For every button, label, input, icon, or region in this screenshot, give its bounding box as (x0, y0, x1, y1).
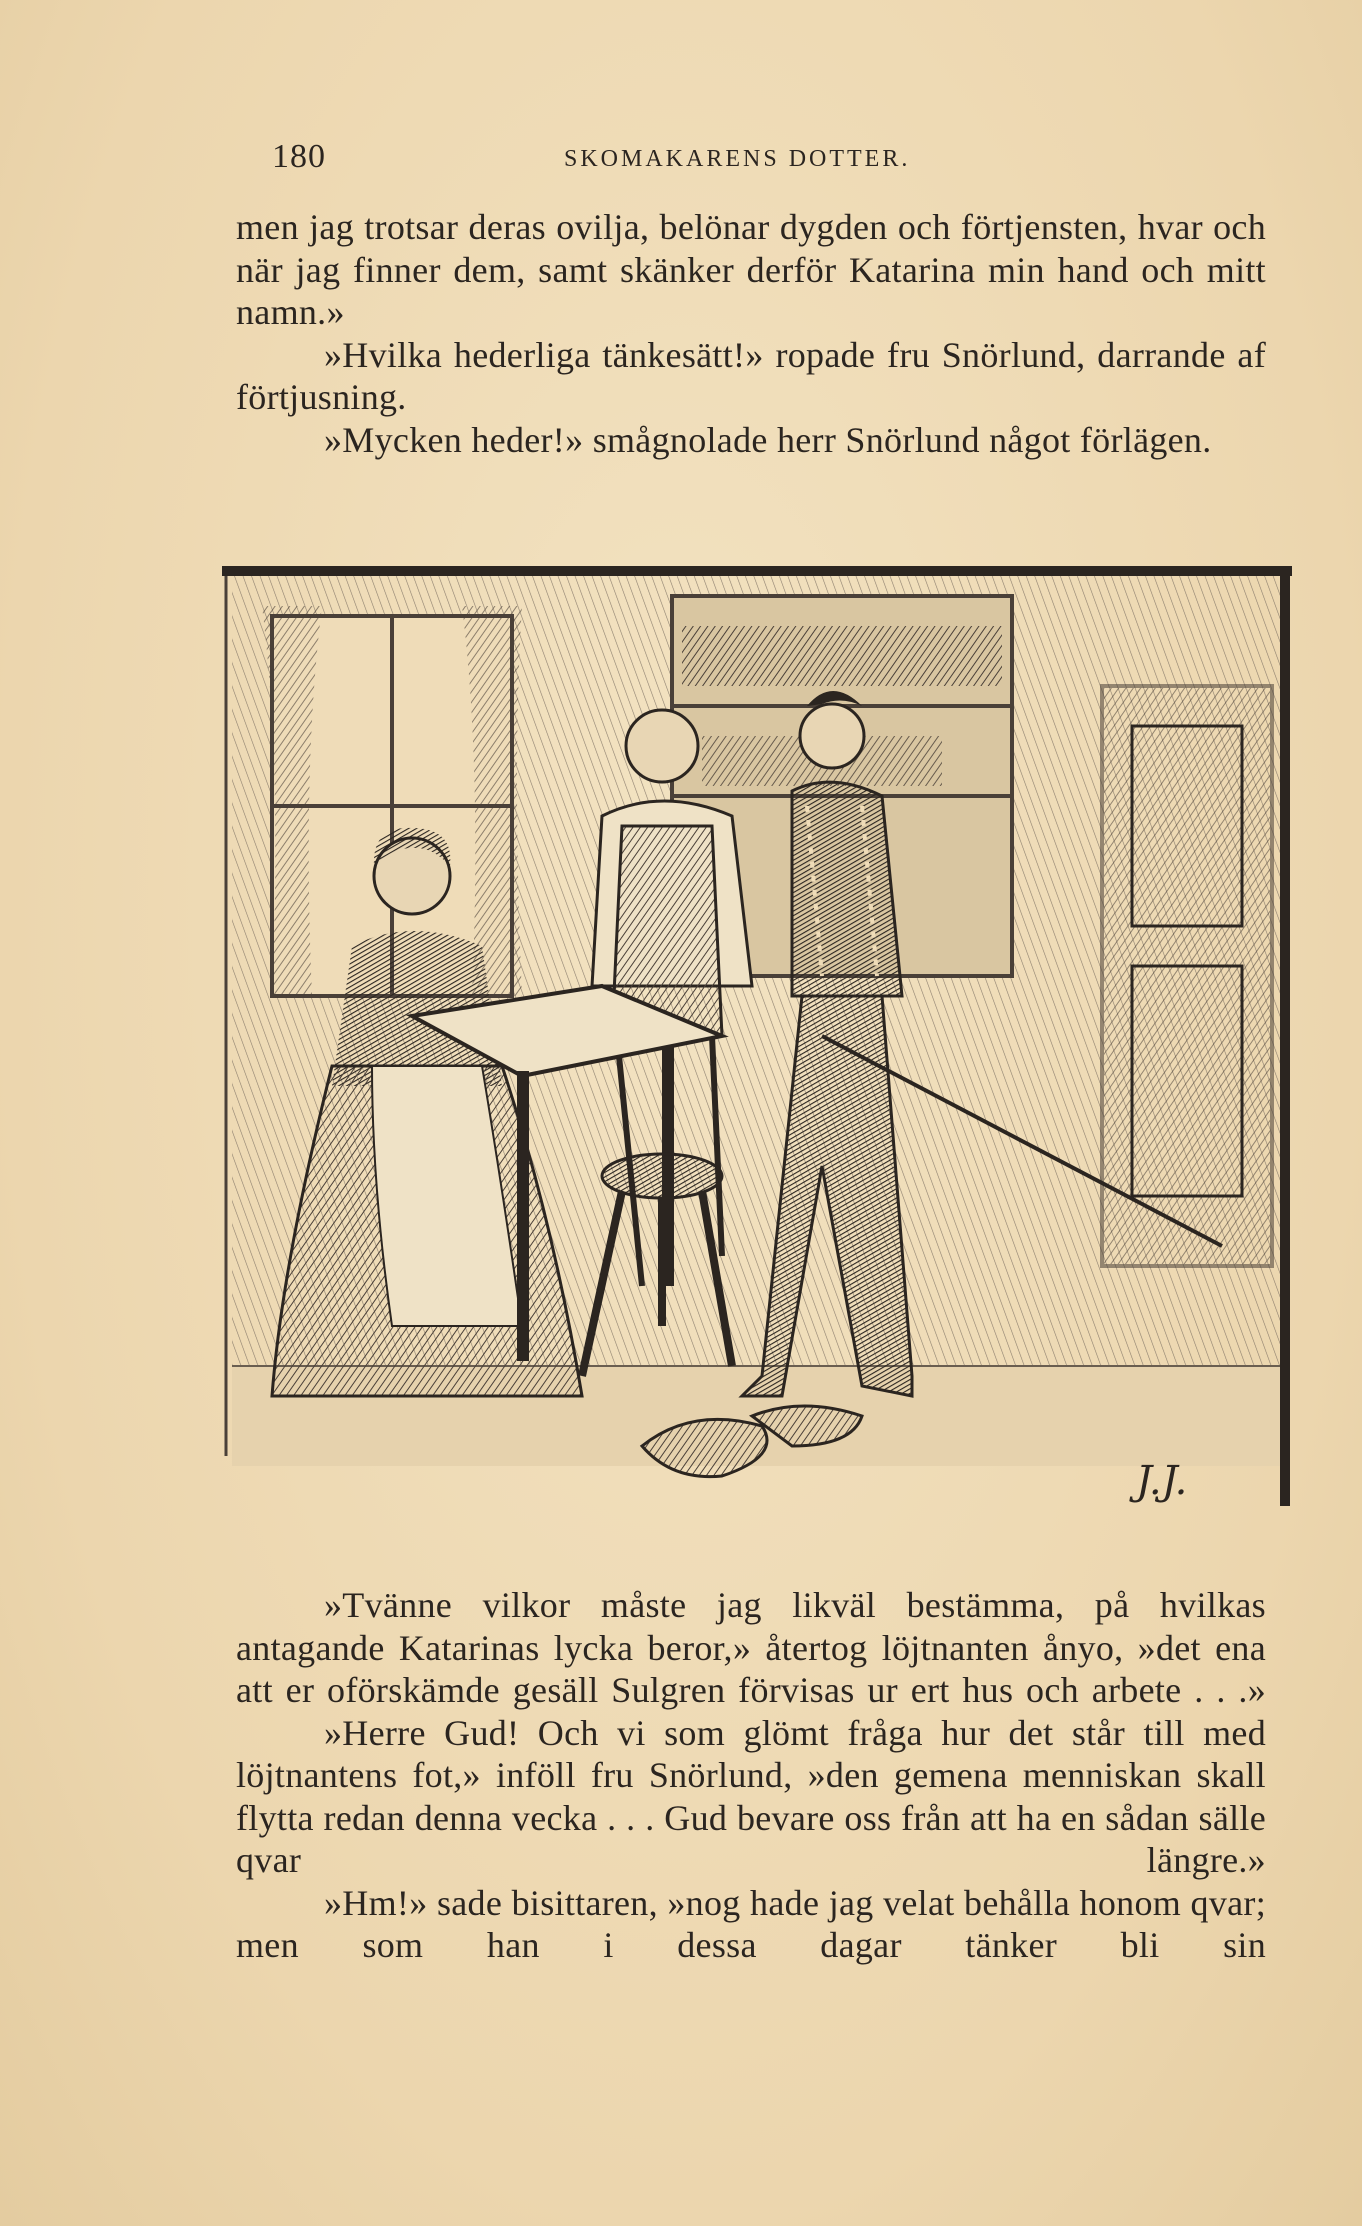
paragraph: »Hm!» sade bisittaren, »nog hade jag velat behålla honom qvar; men som han i dessa dagar tänker bli sin (236, 1882, 1266, 1965)
illustrator-signature: J.J. (1136, 1458, 1188, 1504)
paragraph: »Mycken heder!» smågnolade herr Snörlund något förlägen. (324, 419, 1212, 460)
bottom-text-block (236, 1584, 1266, 1967)
illustration-drawing (222, 566, 1292, 1526)
illustration (222, 566, 1292, 1526)
paragraph: »Hvilka hederliga tänkesätt!» ropade fru Snörlund, darrande af förtjusning. (236, 334, 1266, 417)
paragraph: »Herre Gud! Och vi som glömt fråga hur det står till med löjtnantens fot,» inföll fru Snörlund, »den gemena menniskan skall flytta redan denna vecka . . . Gud bevare oss från att ha en sådan sälle qvar längre.» (236, 1712, 1266, 1880)
page-number: 180 (272, 138, 326, 175)
paragraph: men jag trotsar deras ovilja, belönar dygden och förtjensten, hvar och när jag finner dem, samt skänker derför Katarina min hand och mitt namn.» (236, 207, 1266, 332)
top-text-block (236, 206, 1266, 461)
paragraph: »Tvänne vilkor måste jag likväl bestämma, på hvilkas antagande Katarinas lycka beror,» återtog löjtnanten ånyo, »det ena att er oförskämde gesäll Sulgren förvisas ur ert hus och arbete . . .» (236, 1585, 1266, 1710)
running-head: SKOMAKARENS DOTTER. (564, 146, 911, 172)
